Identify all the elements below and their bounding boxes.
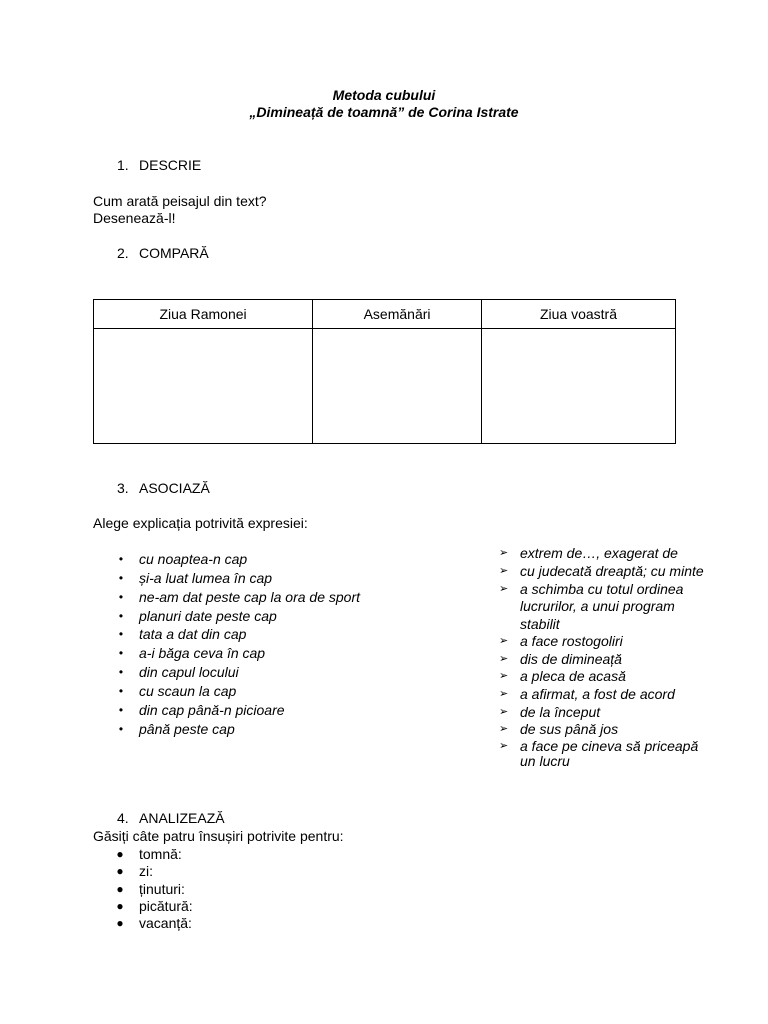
bullet-icon: ● [116, 847, 124, 861]
list-item: vacanță: [139, 915, 192, 931]
expression-item: planuri date peste cap [139, 608, 277, 624]
expression-item: cu noaptea-n cap [139, 551, 248, 567]
expression-item: din cap până-n picioare [139, 702, 285, 718]
section-3-number: 3. [117, 480, 129, 496]
arrow-bullet-icon: ➢ [499, 670, 509, 682]
arrow-bullet-icon: ➢ [499, 583, 509, 595]
arrow-bullet-icon: ➢ [499, 740, 509, 752]
table-header-cell: Ziua Ramonei [94, 300, 313, 329]
expression-item: a-i băga ceva în cap [139, 645, 266, 661]
section-1-instruction: Desenează-l! [93, 210, 176, 226]
section-3-heading: ASOCIAZĂ [139, 480, 210, 496]
bullet-icon: • [118, 609, 124, 623]
explanation-item-continued: un lucru [520, 753, 570, 769]
table-header-row [94, 300, 676, 329]
list-item: ținuturi: [139, 881, 185, 897]
expression-item: tata a dat din cap [139, 626, 247, 642]
section-4-intro: Găsiți câte patru însușiri potrivite pentru: [93, 828, 344, 844]
explanation-item: a face rostogoliri [520, 633, 623, 649]
bullet-icon: • [118, 665, 124, 679]
bullet-icon: ● [116, 916, 124, 930]
list-item: tomnă: [139, 846, 182, 862]
bullet-icon: • [118, 590, 124, 604]
bullet-icon: • [118, 684, 124, 698]
explanation-item: a pleca de acasă [520, 668, 626, 684]
document-title: Metoda cubului [332, 87, 436, 103]
arrow-bullet-icon: ➢ [499, 688, 509, 700]
bullet-icon: • [118, 722, 124, 736]
expression-item: din capul locului [139, 664, 239, 680]
explanation-item: a afirmat, a fost de acord [520, 686, 675, 702]
document-subtitle: „Dimineață de toamnă” de Corina Istrate [249, 104, 519, 120]
comparison-table [93, 299, 676, 444]
arrow-bullet-icon: ➢ [499, 635, 509, 647]
bullet-icon: • [118, 646, 124, 660]
bullet-icon: ● [116, 882, 124, 896]
expression-item: până peste cap [139, 721, 235, 737]
bullet-icon: • [118, 627, 124, 641]
explanation-item: dis de dimineață [520, 651, 622, 667]
expression-item: și-a luat lumea în cap [139, 570, 273, 586]
bullet-icon: • [118, 571, 124, 585]
list-item: zi: [139, 863, 153, 879]
arrow-bullet-icon: ➢ [499, 723, 509, 735]
section-1-question: Cum arată peisajul din text? [93, 193, 267, 209]
expression-item: cu scaun la cap [139, 683, 237, 699]
explanation-item-continued: stabilit [520, 616, 560, 632]
explanation-item: a schimba cu totul ordinea [520, 581, 684, 597]
explanation-item-continued: lucrurilor, a unui program [520, 598, 675, 614]
section-1-heading: DESCRIE [139, 157, 202, 173]
table-row [94, 329, 676, 444]
arrow-bullet-icon: ➢ [499, 653, 509, 665]
arrow-bullet-icon: ➢ [499, 706, 509, 718]
arrow-bullet-icon: ➢ [499, 547, 509, 559]
expression-item: ne-am dat peste cap la ora de sport [139, 589, 361, 605]
table-cell[interactable] [481, 329, 675, 444]
section-2-heading: COMPARĂ [139, 245, 209, 261]
section-2-number: 2. [117, 245, 129, 261]
section-4-heading: ANALIZEAZĂ [139, 810, 225, 826]
table-header-cell: Ziua voastră [481, 300, 675, 329]
section-3-intro: Alege explicația potrivită expresiei: [93, 515, 308, 531]
bullet-icon: • [118, 703, 124, 717]
bullet-icon: ● [116, 899, 124, 913]
section-4-number: 4. [117, 810, 129, 826]
explanation-item: a face pe cineva să priceapă [520, 738, 699, 754]
bullet-icon: ● [116, 864, 124, 878]
arrow-bullet-icon: ➢ [499, 565, 509, 577]
explanation-item: de sus până jos [520, 721, 619, 737]
explanation-item: de la început [520, 704, 601, 720]
explanation-item: cu judecată dreaptă; cu minte [520, 563, 704, 579]
table-cell[interactable] [313, 329, 482, 444]
table-header-cell: Asemănări [313, 300, 482, 329]
bullet-icon: • [118, 552, 124, 566]
explanation-item: extrem de…, exagerat de [520, 545, 678, 561]
table-cell[interactable] [94, 329, 313, 444]
section-1-number: 1. [117, 157, 129, 173]
list-item: picătură: [139, 898, 193, 914]
